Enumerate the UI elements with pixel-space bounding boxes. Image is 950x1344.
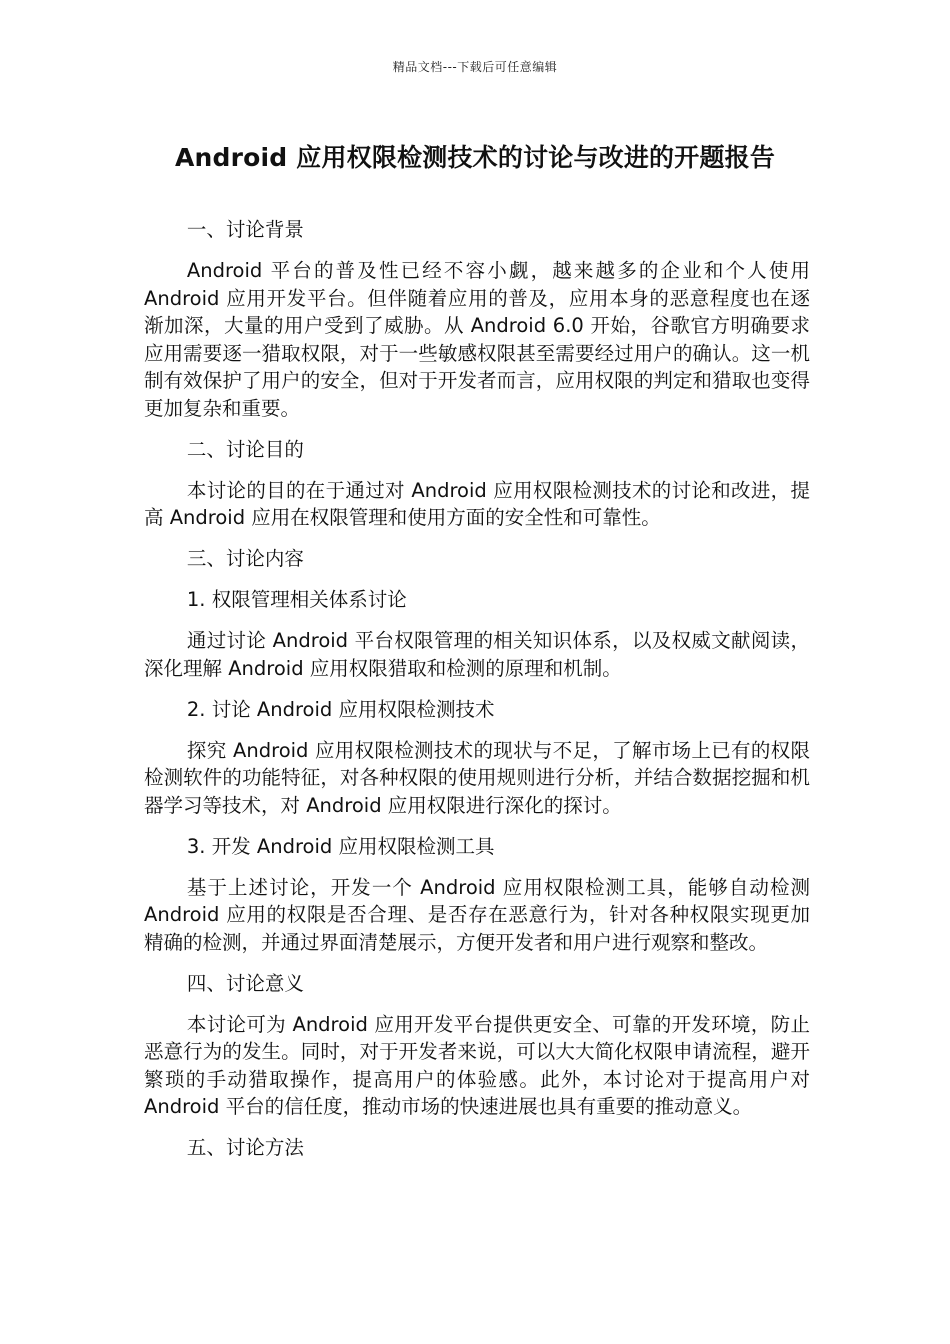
subheading-permission-system: 1. 权限管理相关体系讨论 (186, 588, 407, 611)
section-heading-significance: 四、讨论意义 (186, 971, 304, 995)
subheading-detection-tool: 3. 开发 Android 应用权限检测工具 (186, 834, 495, 858)
paragraph-detection-tool: 基于上述讨论，开发一个 Android 应用权限检测工具，能够自动检测 Android 应用的权限是否合理、是否存在恶意行为，针对各种权限实现更加精确的检测，并通过界面清楚展示，方便开发者和用户进行观察和整改。 (144, 875, 810, 954)
header-note: 精品文档---下载后可任意编辑 (392, 60, 558, 74)
section-heading-purpose: 二、讨论目的 (186, 437, 304, 461)
paragraph-detection-tech: 探究 Android 应用权限检测技术的现状与不足，了解市场上已有的权限检测软件的功能特征，对各种权限的使用规则进行分析，并结合数据挖掘和机器学习等技术，对 Android 应用权限进行深化的探讨。 (144, 738, 810, 817)
paragraph-background: Android 平台的普及性已经不容小觑，越来越多的企业和个人使用 Android 应用开发平台。但伴随着应用的普及，应用本身的恶意程度也在逐渐加深，大量的用户受到了威胁。从 Android 6.0 开始，谷歌官方明确要求应用需要逐一猎取权限，对于一些敏感权限甚至需要经过用户的确认。这一机制有效保护了用户的安全，但对于开发者而言，应用权限的判定和猎取也变得更加复杂和重要。 (144, 259, 810, 420)
paragraph-permission-system: 通过讨论 Android 平台权限管理的相关知识体系，以及权威文献阅读，深化理解 Android 应用权限猎取和检测的原理和机制。 (144, 629, 810, 680)
paragraph-significance: 本讨论可为 Android 应用开发平台提供更安全、可靠的开发环境，防止恶意行为的发生。同时，对于开发者来说，可以大大简化权限申请流程，避开繁琐的手动猎取操作，提高用户的体验感。此外，本讨论对于提高用户对 Android 平台的信任度，推动市场的快速进展也具有重要的推动意义。 (144, 1012, 810, 1118)
document-body (144, 216, 810, 1175)
subheading-detection-tech: 2. 讨论 Android 应用权限检测技术 (186, 697, 495, 721)
section-heading-method: 五、讨论方法 (186, 1136, 304, 1159)
paragraph-purpose: 本讨论的目的在于通过对 Android 应用权限检测技术的讨论和改进，提高 Android 应用在权限管理和使用方面的安全性和可靠性。 (144, 478, 810, 529)
section-heading-background: 一、讨论背景 (186, 218, 304, 241)
section-heading-content: 三、讨论内容 (186, 547, 304, 570)
document-title: Android 应用权限检测技术的讨论与改进的开题报告 (174, 143, 776, 172)
